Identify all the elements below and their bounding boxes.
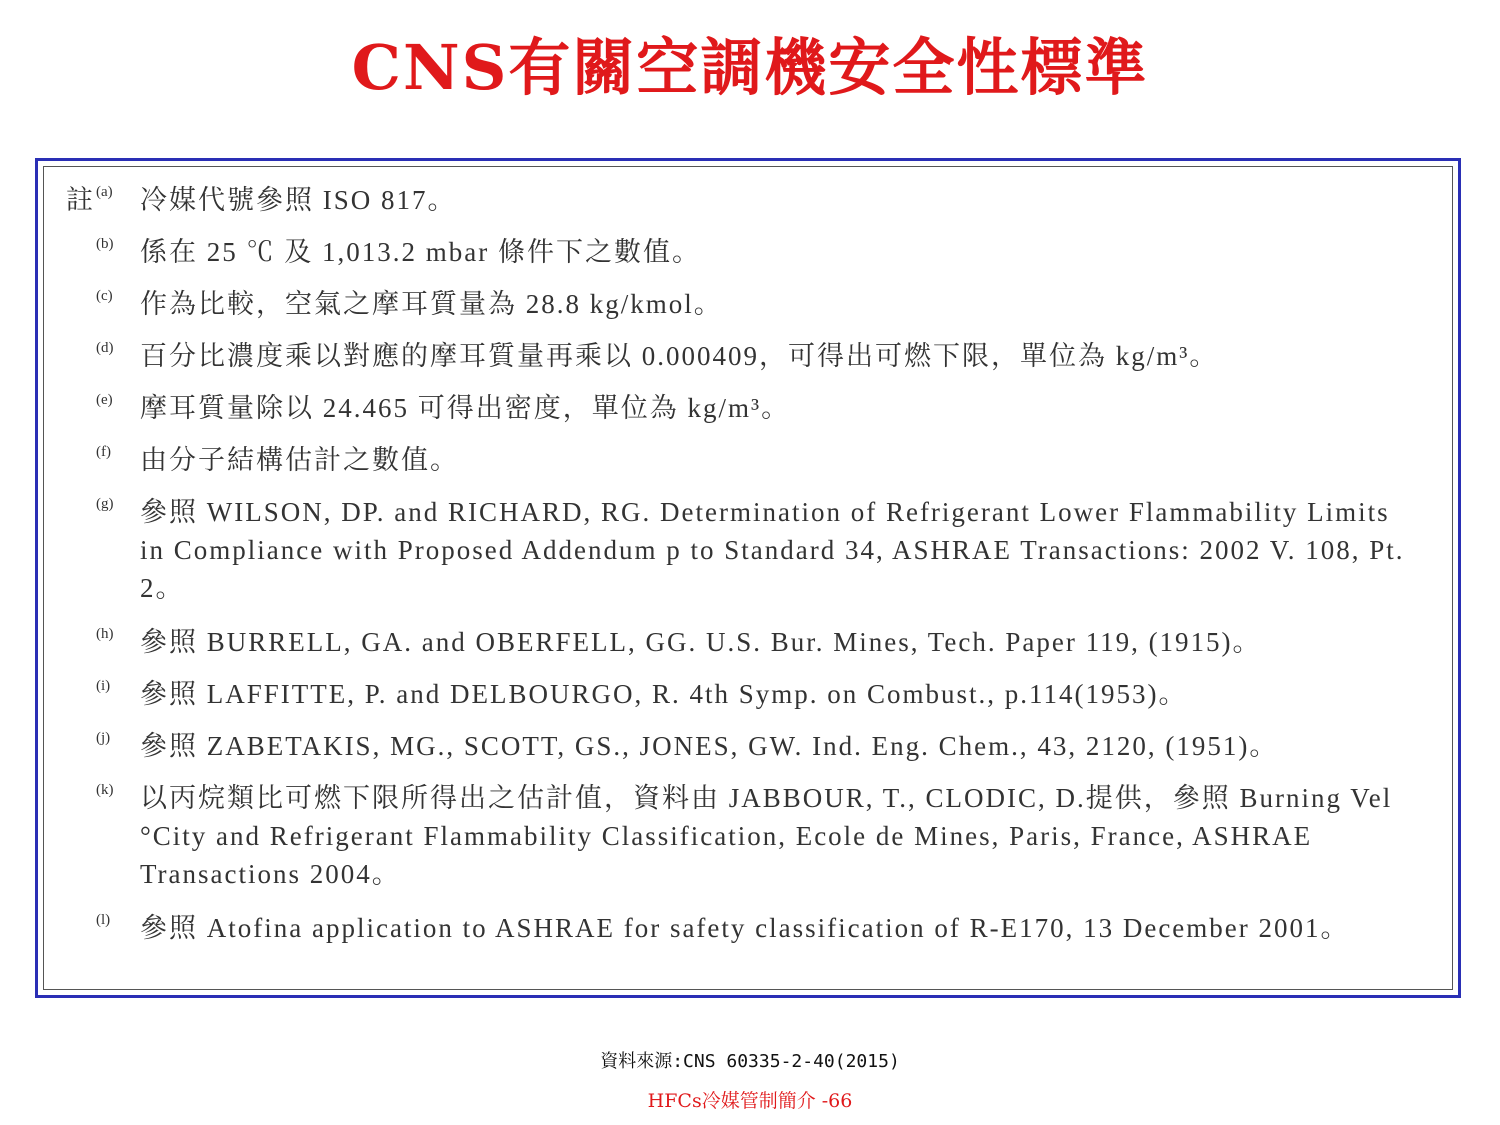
page-label: HFCs冷媒管制簡介 -66 <box>647 1090 853 1112</box>
note-mark: (j) <box>96 730 111 746</box>
note-mark: (h) <box>96 626 114 642</box>
note-text: 參照 BURRELL, GA. and OBERFELL, GG. U.S. Bur. Mines, Tech. Paper 119, (1915)。 <box>140 627 1262 657</box>
note-mark: (c) <box>96 288 113 304</box>
note-text: 百分比濃度乘以對應的摩耳質量再乘以 0.000409，可得出可燃下限，單位為 kg/m³。 <box>140 341 1219 371</box>
note-mark: (e) <box>96 392 113 408</box>
note-text: 參照 Atofina application to ASHRAE for safety classification of R-E170, 13 December 2001。 <box>140 913 1350 943</box>
note-text: 以丙烷類比可燃下限所得出之估計值，資料由 JABBOUR, T., CLODIC, D.提供，參照 Burning Vel °City and Refrigerant Flammability Classification, Ecole de Mines, Paris, France, ASHRAE Transactions 2004。 <box>140 783 1402 889</box>
notes-panel <box>35 158 1461 998</box>
note-mark: (g) <box>96 496 114 512</box>
source-citation: 資料來源:CNS 60335-2-40(2015) <box>600 1051 900 1072</box>
note-mark: (b) <box>96 236 114 252</box>
note-mark: (k) <box>96 782 114 798</box>
note-text: 參照 LAFFITTE, P. and DELBOURGO, R. 4th Symp. on Combust., p.114(1953)。 <box>140 679 1188 709</box>
note-text: 冷媒代號參照 ISO 817。 <box>140 185 457 215</box>
notes-scan <box>43 166 1453 990</box>
notes-prefix: 註 <box>66 185 95 215</box>
note-text: 作為比較，空氣之摩耳質量為 28.8 kg/kmol。 <box>140 289 723 319</box>
note-text: 由分子結構估計之數值。 <box>140 445 459 475</box>
page-title: CNS有關空調機安全性標準 <box>351 31 1149 104</box>
note-mark: (i) <box>96 678 111 694</box>
note-text: 參照 ZABETAKIS, MG., SCOTT, GS., JONES, GW. Ind. Eng. Chem., 43, 2120, (1951)。 <box>140 731 1279 761</box>
note-text: 參照 WILSON, DP. and RICHARD, RG. Determination of Refrigerant Lower Flammability Limits in Compliance with Proposed Addendum p to Standard 34, ASHRAE Transactions: 2002 V. 108, Pt. 2。 <box>140 497 1414 603</box>
note-text: 摩耳質量除以 24.465 可得出密度，單位為 kg/m³。 <box>140 393 791 423</box>
note-mark: (f) <box>96 444 111 460</box>
note-mark: (l) <box>96 912 111 928</box>
note-mark: (d) <box>96 340 114 356</box>
note-text: 係在 25 ℃ 及 1,013.2 mbar 條件下之數值。 <box>140 237 701 267</box>
note-mark: (a) <box>96 184 113 200</box>
